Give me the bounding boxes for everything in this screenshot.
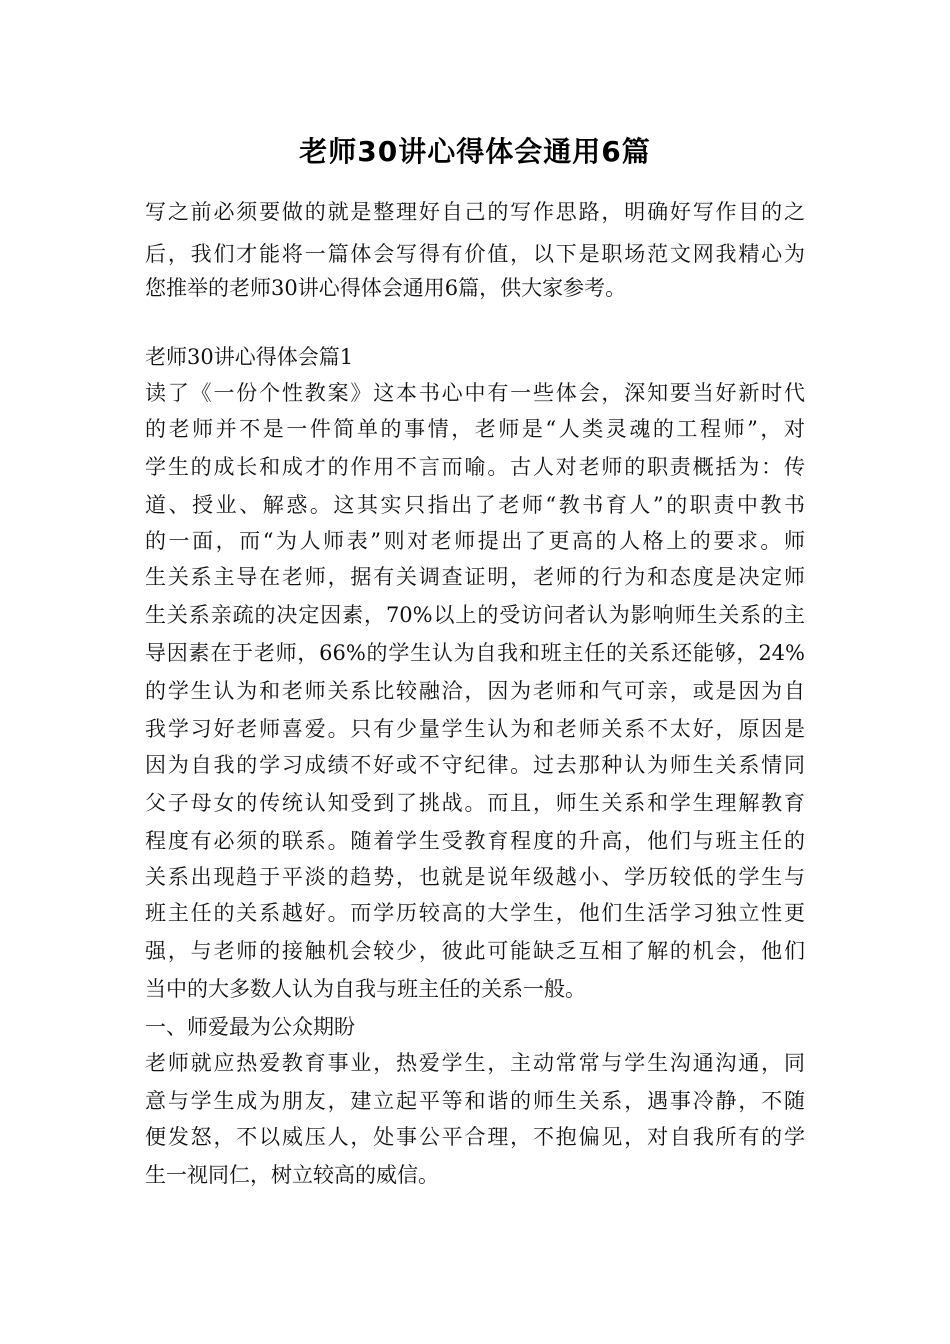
text-line: 写之前必须要做的就是整理好自己的写作思路，明确好写作目的之	[145, 200, 805, 224]
text-line: 导因素在于老师，66%的学生认为自我和班主任的关系还能够，24%	[145, 641, 805, 665]
text-line: 便发怒，不以威压人，处事公平合理，不抱偏见，对自我所有的学	[145, 1125, 805, 1149]
text-line: 读了《一份个性教案》这本书心中有一些体会，深知要当好新时代	[145, 381, 805, 405]
text-line: 强，与老师的接触机会较少，彼此可能缺乏互相了解的机会，他们	[145, 939, 805, 963]
text-line: 的老师并不是一件简单的事情，老师是“人类灵魂的工程师”，对	[145, 417, 805, 441]
text-line: 生关系亲疏的决定因素，70%以上的受访问者认为影响师生关系的主	[145, 603, 805, 627]
text-line: 道、授业、解惑。这其实只指出了老师“教书育人”的职责中教书	[145, 493, 805, 517]
text-line: 生一视同仁，树立较高的威信。	[145, 1163, 439, 1187]
text-line: 生关系主导在老师，据有关调查证明，老师的行为和态度是决定师	[145, 565, 805, 589]
text-line: 老师30讲心得体会篇1	[145, 345, 354, 369]
text-line: 关系出现趋于平淡的趋势，也就是说年级越小、学历较低的学生与	[145, 865, 805, 889]
text-line: 程度有必须的联系。随着学生受教育程度的升高，他们与班主任的	[145, 829, 805, 853]
text-line: 的一面，而“为人师表”则对老师提出了更高的人格上的要求。师	[145, 529, 805, 553]
text-line: 一、师爱最为公众期盼	[145, 1015, 355, 1039]
text-line: 因为自我的学习成绩不好或不守纪律。过去那种认为师生关系情同	[145, 753, 805, 777]
text-line: 意与学生成为朋友，建立起平等和谐的师生关系，遇事冷静，不随	[145, 1089, 805, 1113]
text-line: 老师就应热爱教育事业，热爱学生，主动常常与学生沟通沟通，同	[145, 1051, 805, 1075]
text-line: 我学习好老师喜爱。只有少量学生认为和老师关系不太好，原因是	[145, 717, 805, 741]
document-title: 老师30讲心得体会通用6篇	[299, 135, 651, 168]
text-line: 后，我们才能将一篇体会写得有价值，以下是职场范文网我精心为	[145, 242, 805, 266]
text-line: 学生的成长和成才的作用不言而喻。古人对老师的职责概括为：传	[145, 455, 805, 479]
text-line: 的学生认为和老师关系比较融洽，因为老师和气可亲，或是因为自	[145, 679, 805, 703]
text-line: 班主任的关系越好。而学历较高的大学生，他们生活学习独立性更	[145, 901, 805, 925]
text-line: 您推举的老师30讲心得体会通用6篇，供大家参考。	[145, 276, 627, 300]
text-line: 当中的大多数人认为自我与班主任的关系一般。	[145, 977, 586, 1001]
text-line: 父子母女的传统认知受到了挑战。而且，师生关系和学生理解教育	[145, 791, 805, 815]
